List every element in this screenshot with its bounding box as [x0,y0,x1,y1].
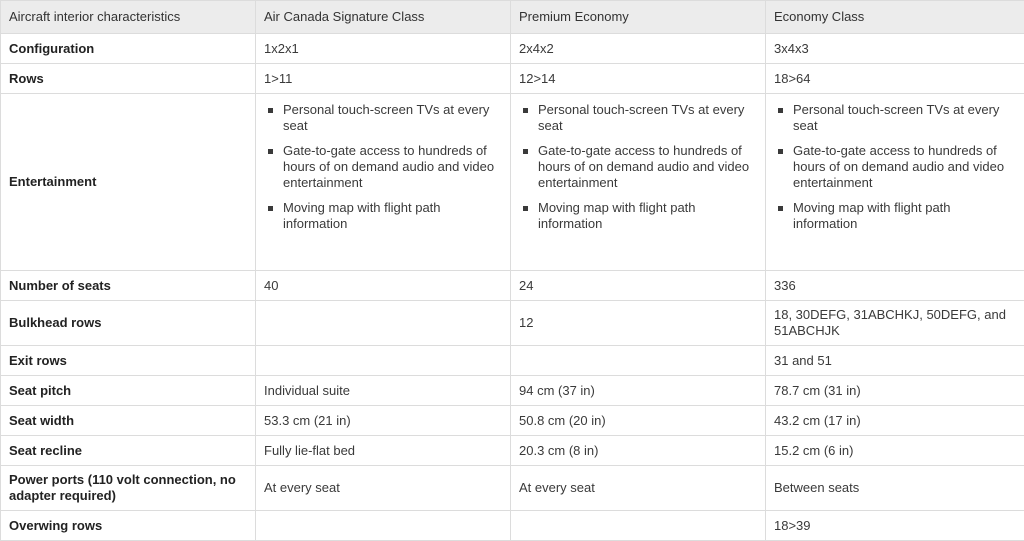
cell-economy: 78.7 cm (31 in) [766,376,1024,406]
bullet-icon [778,149,783,154]
cell-signature: At every seat [256,466,511,511]
cell-premium [511,94,766,271]
list-item-text: Gate-to-gate access to hundreds of hours of on demand audio and video entertainment [283,143,495,190]
table-row-bulkhead-rows [1,301,1024,346]
table-row-overwing-rows [1,511,1024,541]
entertainment-list [519,102,757,232]
cell-economy: 3x4x3 [766,34,1024,64]
list-item [519,143,757,191]
row-label: Overwing rows [1,511,256,541]
table-row-power-ports [1,466,1024,511]
cell-economy: Between seats [766,466,1024,511]
bullet-icon [778,108,783,113]
table-row-seat-width [1,406,1024,436]
cell-signature [256,301,511,346]
table-row-seat-pitch [1,376,1024,406]
row-label: Seat pitch [1,376,256,406]
list-item-text: Personal touch-screen TVs at every seat [538,102,745,133]
cell-signature: 1>11 [256,64,511,94]
cell-signature: 53.3 cm (21 in) [256,406,511,436]
cell-signature [256,346,511,376]
cell-economy: 18, 30DEFG, 31ABCHKJ, 50DEFG, and 51ABCHJK [766,301,1024,346]
cell-premium: 12 [511,301,766,346]
table-row-entertainment [1,94,1024,271]
cell-premium: 20.3 cm (8 in) [511,436,766,466]
entertainment-list [264,102,502,232]
bullet-icon [523,149,528,154]
row-label: Bulkhead rows [1,301,256,346]
list-item-text: Moving map with flight path information [538,200,696,231]
cell-economy [766,94,1024,271]
list-item [264,102,502,134]
bullet-icon [523,108,528,113]
cell-economy: 43.2 cm (17 in) [766,406,1024,436]
list-item-text: Gate-to-gate access to hundreds of hours of on demand audio and video entertainment [793,143,1005,190]
row-label: Number of seats [1,271,256,301]
row-label: Seat width [1,406,256,436]
list-item-text: Moving map with flight path information [283,200,441,231]
list-item [264,143,502,191]
row-label: Rows [1,64,256,94]
row-label: Power ports (110 volt connection, no adapter required) [1,466,256,511]
table-row-rows [1,64,1024,94]
list-item-text: Gate-to-gate access to hundreds of hours of on demand audio and video entertainment [538,143,750,190]
header-characteristics: Aircraft interior characteristics [1,1,256,34]
row-label: Entertainment [1,94,256,271]
header-premium-economy: Premium Economy [511,1,766,34]
bullet-icon [268,149,273,154]
cell-signature [256,511,511,541]
list-item [519,102,757,134]
cell-signature: Fully lie-flat bed [256,436,511,466]
cell-premium [511,346,766,376]
list-item [264,200,502,232]
cell-signature [256,94,511,271]
cell-economy: 18>39 [766,511,1024,541]
row-label: Configuration [1,34,256,64]
cell-premium: At every seat [511,466,766,511]
list-item [774,143,1016,191]
list-item-text: Moving map with flight path information [793,200,951,231]
bullet-icon [523,206,528,211]
bullet-icon [778,206,783,211]
list-item-text: Personal touch-screen TVs at every seat [283,102,490,133]
table-row-seat-recline [1,436,1024,466]
cell-premium: 24 [511,271,766,301]
table-row-number-of-seats [1,271,1024,301]
list-item-text: Personal touch-screen TVs at every seat [793,102,1000,133]
cell-economy: 336 [766,271,1024,301]
list-item [519,200,757,232]
cell-premium: 2x4x2 [511,34,766,64]
bullet-icon [268,206,273,211]
cell-premium [511,511,766,541]
cell-premium: 50.8 cm (20 in) [511,406,766,436]
cell-economy: 31 and 51 [766,346,1024,376]
list-item [774,200,1016,232]
row-label: Exit rows [1,346,256,376]
table-row-exit-rows [1,346,1024,376]
cell-economy: 18>64 [766,64,1024,94]
bullet-icon [268,108,273,113]
cell-signature: Individual suite [256,376,511,406]
table-row-configuration [1,34,1024,64]
table-header-row [1,1,1024,34]
row-label: Seat recline [1,436,256,466]
header-economy-class: Economy Class [766,1,1024,34]
cell-premium: 12>14 [511,64,766,94]
header-signature-class: Air Canada Signature Class [256,1,511,34]
cell-economy: 15.2 cm (6 in) [766,436,1024,466]
cell-signature: 1x2x1 [256,34,511,64]
cell-signature: 40 [256,271,511,301]
entertainment-list [774,102,1016,232]
list-item [774,102,1016,134]
cell-premium: 94 cm (37 in) [511,376,766,406]
